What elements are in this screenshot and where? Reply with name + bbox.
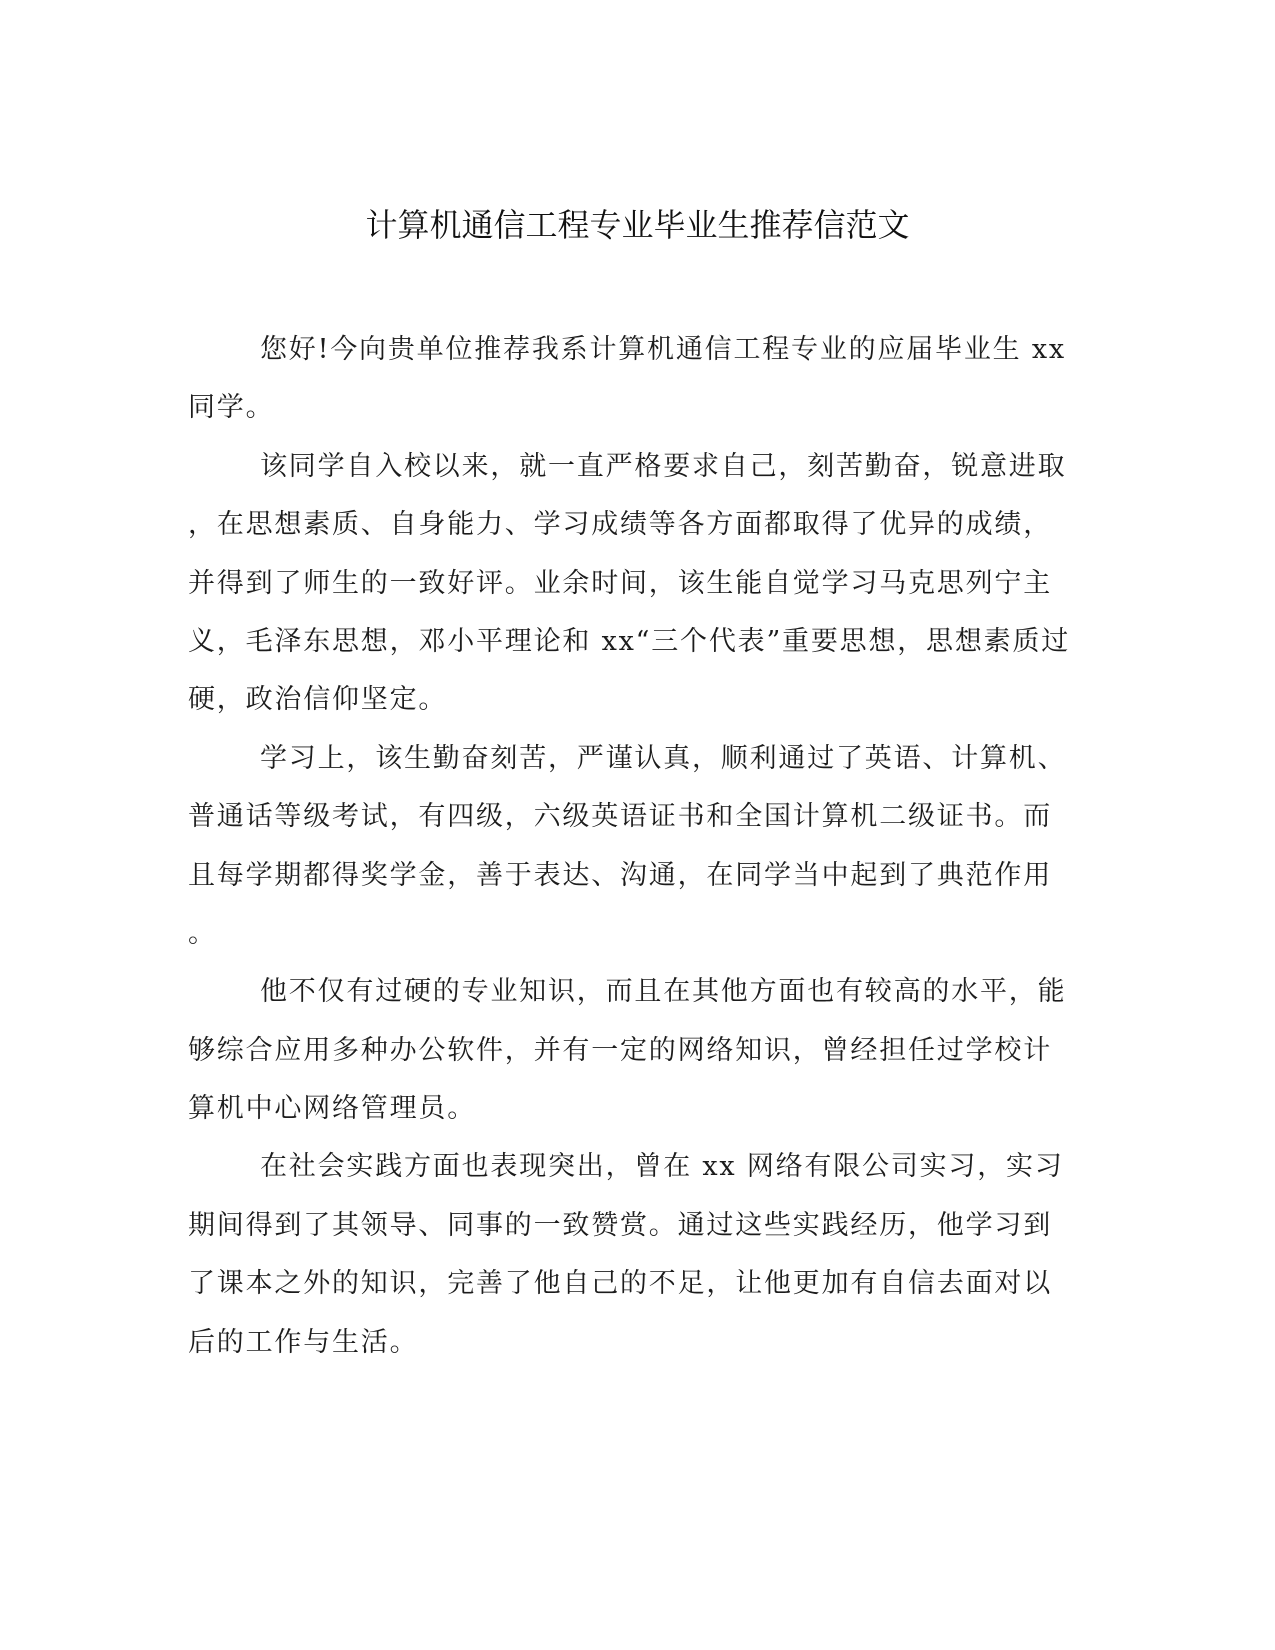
paragraph-4-line-1: 他不仅有过硬的专业知识，而且在其他方面也有较高的水平，能: [260, 976, 1067, 1008]
paragraph-3-line-1: 学习上，该生勤奋刻苦，严谨认真，顺利通过了英语、计算机、: [260, 742, 1067, 774]
document-title: 计算机通信工程专业毕业生推荐信范文: [365, 206, 910, 244]
paragraph-4-line-3: 算机中心网络管理员。: [188, 1093, 476, 1125]
paragraph-2-line-1: 该同学自入校以来，就一直严格要求自己，刻苦勤奋，锐意进取: [260, 450, 1067, 482]
paragraph-2-line-5: 硬，政治信仰坚定。: [188, 684, 448, 716]
paragraph-5-line-3: 了课本之外的知识，完善了他自己的不足，让他更加有自信去面对以: [188, 1268, 1052, 1300]
letter-body: [188, 321, 1070, 1372]
paragraph-5-line-1: 在社会实践方面也表现突出，曾在 xx 网络有限公司实习，实习: [260, 1151, 1064, 1183]
paragraph-2-line-4: 义，毛泽东思想，邓小平理论和 xx“三个代表”重要思想，思想素质过: [188, 625, 1071, 657]
paragraph-3-line-4: 。: [188, 917, 217, 949]
paragraph-3-line-2: 普通话等级考试，有四级，六级英语证书和全国计算机二级证书。而: [188, 801, 1052, 833]
paragraph-2-line-3: 并得到了师生的一致好评。业余时间，该生能自觉学习马克思列宁主: [188, 567, 1052, 599]
paragraph-3-line-3: 且每学期都得奖学金，善于表达、沟通，在同学当中起到了典范作用: [188, 859, 1052, 891]
paragraph-2-line-2: ，在思想素质、自身能力、学习成绩等各方面都取得了优异的成绩，: [188, 509, 1052, 541]
paragraph-5-line-2: 期间得到了其领导、同事的一致赞赏。通过这些实践经历，他学习到: [188, 1209, 1052, 1241]
paragraph-1-line-2: 同学。: [188, 392, 275, 424]
paragraph-4-line-2: 够综合应用多种办公软件，并有一定的网络知识，曾经担任过学校计: [188, 1034, 1052, 1066]
paragraph-1-line-1: 您好!今向贵单位推荐我系计算机通信工程专业的应届毕业生 xx: [260, 334, 1066, 365]
paragraph-5-line-4: 后的工作与生活。: [188, 1326, 419, 1358]
